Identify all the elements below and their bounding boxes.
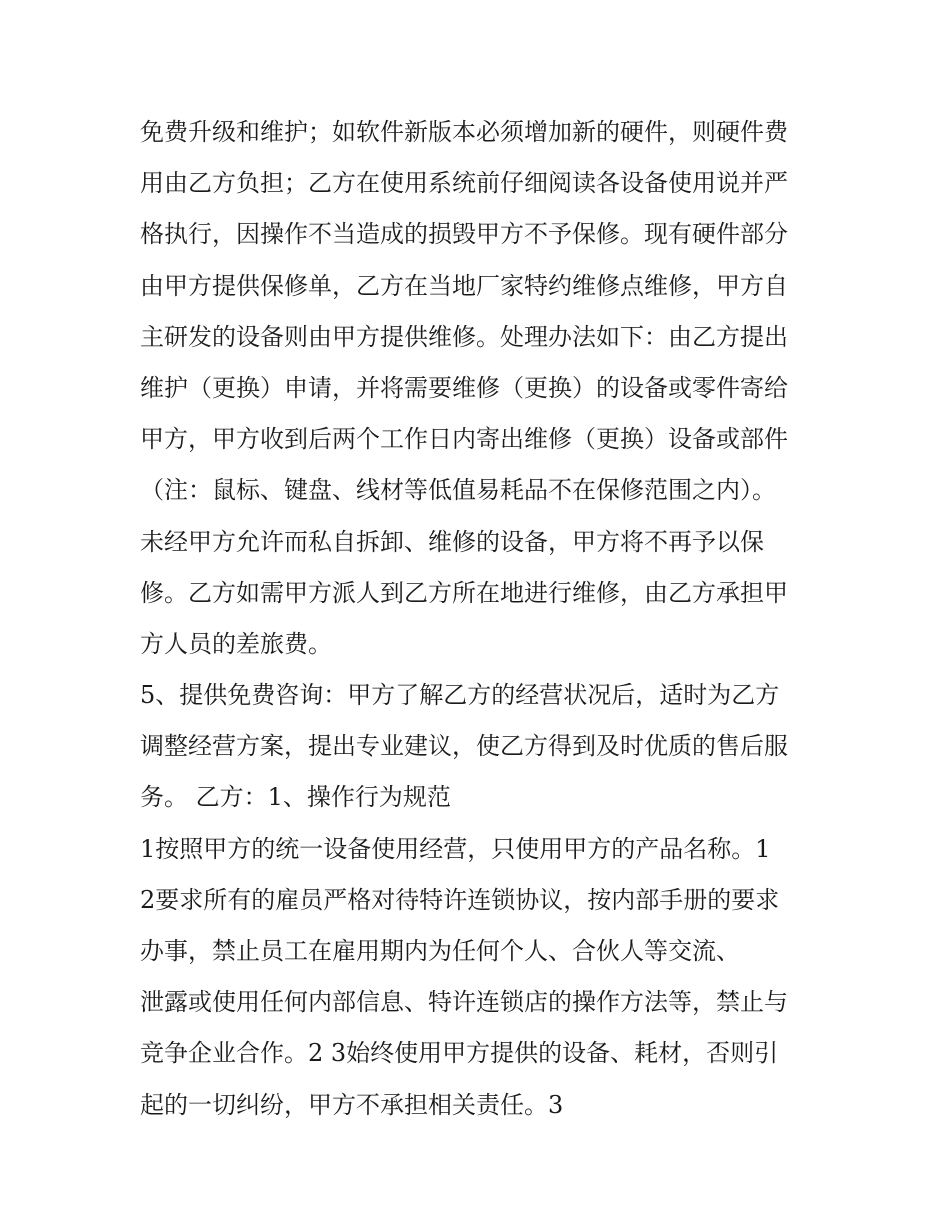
text-line: 由甲方提供保修单，乙方在当地厂家特约维修点维修，甲方自 (140, 271, 788, 300)
document-body (140, 107, 830, 1131)
text-line: 务。 乙方：1、操作行为规范 (140, 783, 451, 812)
text-line: 调整经营方案，提出专业建议，使乙方得到及时优质的售后服 (140, 732, 788, 761)
text-line: 格执行，因操作不当造成的损毁甲方不予保修。现有硬件部分 (140, 220, 788, 249)
text-line: （注：鼠标、键盘、线材等低值易耗品不在保修范围之内）。 (140, 476, 776, 505)
text-line: 免费升级和维护；如软件新版本必须增加新的硬件，则硬件费 (140, 118, 788, 146)
text-line: 维护（更换）申请，并将需要维修（更换）的设备或零件寄给 (140, 373, 788, 402)
text-line: 办事，禁止员工在雇用期内为任何个人、合伙人等交流、 (140, 937, 740, 965)
text-line: 方人员的差旅费。 (140, 629, 332, 658)
text-line: 竞争企业合作。2 3始终使用甲方提供的设备、耗材，否则引 (140, 1039, 779, 1068)
text-line: 起的一切纠纷，甲方不承担相关责任。3 (140, 1090, 564, 1119)
text-line: 甲方，甲方收到后两个工作日内寄出维修（更换）设备或部件 (140, 425, 788, 454)
text-line: 主研发的设备则由甲方提供维修。处理办法如下：由乙方提出 (140, 322, 788, 351)
text-line: 5、提供免费咨询：甲方了解乙方的经营状况后，适时为乙方 (140, 681, 780, 710)
text-line: 2要求所有的雇员严格对待特许连锁协议，按内部手册的要求 (140, 885, 780, 914)
text-line: 泄露或使用任何内部信息、特许连锁店的操作方法等，禁止与 (140, 988, 788, 1017)
text-line: 用由乙方负担；乙方在使用系统前仔细阅读各设备使用说并严 (140, 169, 788, 198)
text-line: 未经甲方允许而私自拆卸、维修的设备，甲方将不再予以保 (140, 527, 764, 556)
text-line: 修。乙方如需甲方派人到乙方所在地进行维修，由乙方承担甲 (140, 578, 788, 607)
text-line: 1按照甲方的统一设备使用经营，只使用甲方的产品名称。1 (140, 834, 771, 863)
